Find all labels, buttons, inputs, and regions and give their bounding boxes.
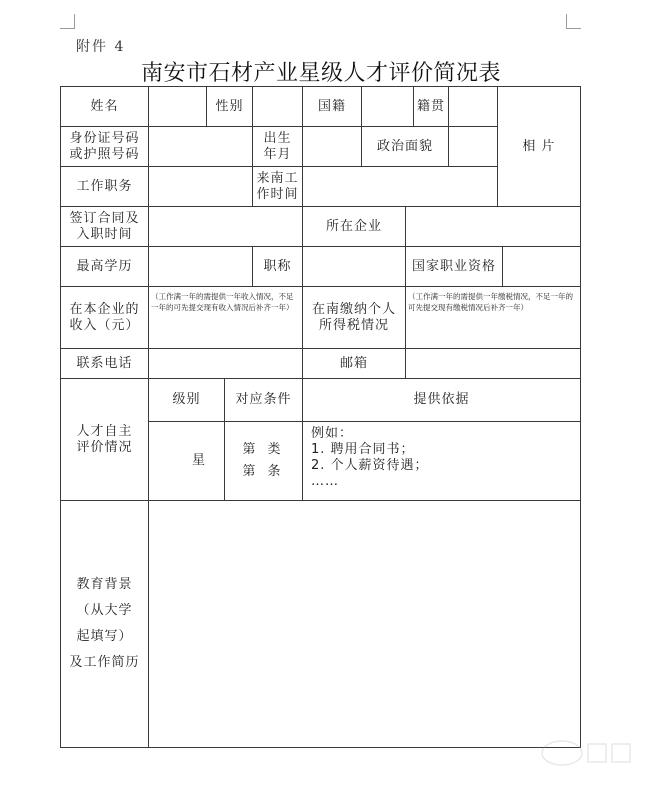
label-company: 所在企业 (302, 206, 406, 247)
field-nationality[interactable] (361, 86, 414, 127)
page-corner-mark (60, 14, 75, 29)
label-professional-title: 职称 (252, 246, 303, 287)
field-vocational-qualification[interactable] (502, 246, 581, 287)
field-gender[interactable] (252, 86, 303, 127)
label-edu-line4: 及工作简历 (69, 655, 140, 670)
field-id-number[interactable] (148, 126, 253, 167)
document-title: 南安市石材产业星级人才评价简况表 (140, 61, 501, 86)
field-condition[interactable] (224, 421, 303, 501)
label-income-line1: 在本企业的 (69, 301, 140, 317)
header-basis: 提供依据 (302, 378, 581, 422)
label-gender: 性别 (206, 86, 253, 127)
label-edu-line2: （从大学 (76, 603, 133, 618)
label-id-line2: 或护照号码 (69, 146, 140, 162)
label-birth-line1: 出生 (263, 130, 292, 146)
page-corner-mark (566, 14, 581, 29)
label-phone: 联系电话 (60, 348, 149, 379)
field-contract-time[interactable] (148, 206, 303, 247)
header-condition: 对应条件 (224, 378, 303, 422)
field-phone[interactable] (148, 348, 303, 379)
field-native-place[interactable] (448, 86, 498, 127)
label-income-line2: 收入（元） (69, 317, 140, 333)
label-nationality: 国籍 (302, 86, 362, 127)
label-birth-line2: 年月 (263, 146, 292, 162)
label-income-tax (302, 286, 406, 349)
label-contract-line2: 入职时间 (76, 226, 133, 242)
label-arrival-time (252, 166, 303, 207)
field-basis[interactable] (302, 421, 581, 501)
field-income-note[interactable]: （工作满一年的需提供一年收入情况，不足一年的可先提交现有收入情况后补齐一年） (148, 286, 303, 349)
basis-example-title: 例如： (311, 426, 354, 441)
condition-category: 第 类 (242, 442, 285, 457)
label-political-status: 政治面貌 (361, 126, 449, 167)
label-edu-line1: 教育背景 (76, 577, 133, 592)
label-birth-date (252, 126, 303, 167)
label-arrival-line2: 作时间 (256, 186, 299, 202)
label-job-title: 工作职务 (60, 166, 149, 207)
field-education-work-history[interactable] (148, 500, 581, 748)
star-level-text: 星 (191, 453, 206, 468)
field-email[interactable] (405, 348, 581, 379)
label-contract-line1: 签订合同及 (69, 210, 140, 226)
label-id-number (60, 126, 149, 167)
label-self-evaluation (60, 378, 149, 501)
field-star-level[interactable] (148, 421, 225, 501)
label-income (60, 286, 149, 349)
field-arrival-time[interactable] (302, 166, 498, 207)
label-arrival-line1: 来南工 (256, 170, 299, 186)
label-native-place: 籍贯 (413, 86, 449, 127)
label-tax-line2: 所得税情况 (318, 317, 389, 333)
label-name: 姓名 (60, 86, 149, 127)
header-level: 级别 (148, 378, 225, 422)
label-tax-line1: 在南缴纳个人 (311, 301, 396, 317)
field-highest-education[interactable] (148, 246, 253, 287)
label-education-work-history (60, 500, 149, 748)
field-name[interactable] (148, 86, 207, 127)
field-political-status[interactable] (448, 126, 498, 167)
label-email: 邮箱 (302, 348, 406, 379)
basis-example-1: 1. 聘用合同书； (311, 442, 415, 457)
label-highest-education: 最高学历 (60, 246, 149, 287)
field-job-title[interactable] (148, 166, 253, 207)
label-self-eval-line1: 人才自主 (76, 423, 133, 439)
photo-box: 相 片 (497, 86, 581, 207)
label-self-eval-line2: 评价情况 (76, 439, 133, 455)
attachment-label: 附件 4 (76, 39, 126, 55)
field-company[interactable] (405, 206, 581, 247)
field-birth-date[interactable] (302, 126, 362, 167)
label-contract-time (60, 206, 149, 247)
condition-item: 第 条 (242, 464, 285, 479)
basis-example-more: …… (311, 474, 339, 489)
basis-example-2: 2. 个人薪资待遇； (311, 458, 429, 473)
field-tax-note[interactable]: （工作满一年的需提供一年缴税情况，不足一年的可先提交现有缴税情况后补齐一年） (405, 286, 581, 349)
field-professional-title[interactable] (302, 246, 406, 287)
label-id-line1: 身份证号码 (69, 130, 140, 146)
watermark-logo (540, 738, 640, 768)
label-edu-line3: 起填写） (76, 629, 133, 644)
label-vocational-qualification: 国家职业资格 (405, 246, 503, 287)
